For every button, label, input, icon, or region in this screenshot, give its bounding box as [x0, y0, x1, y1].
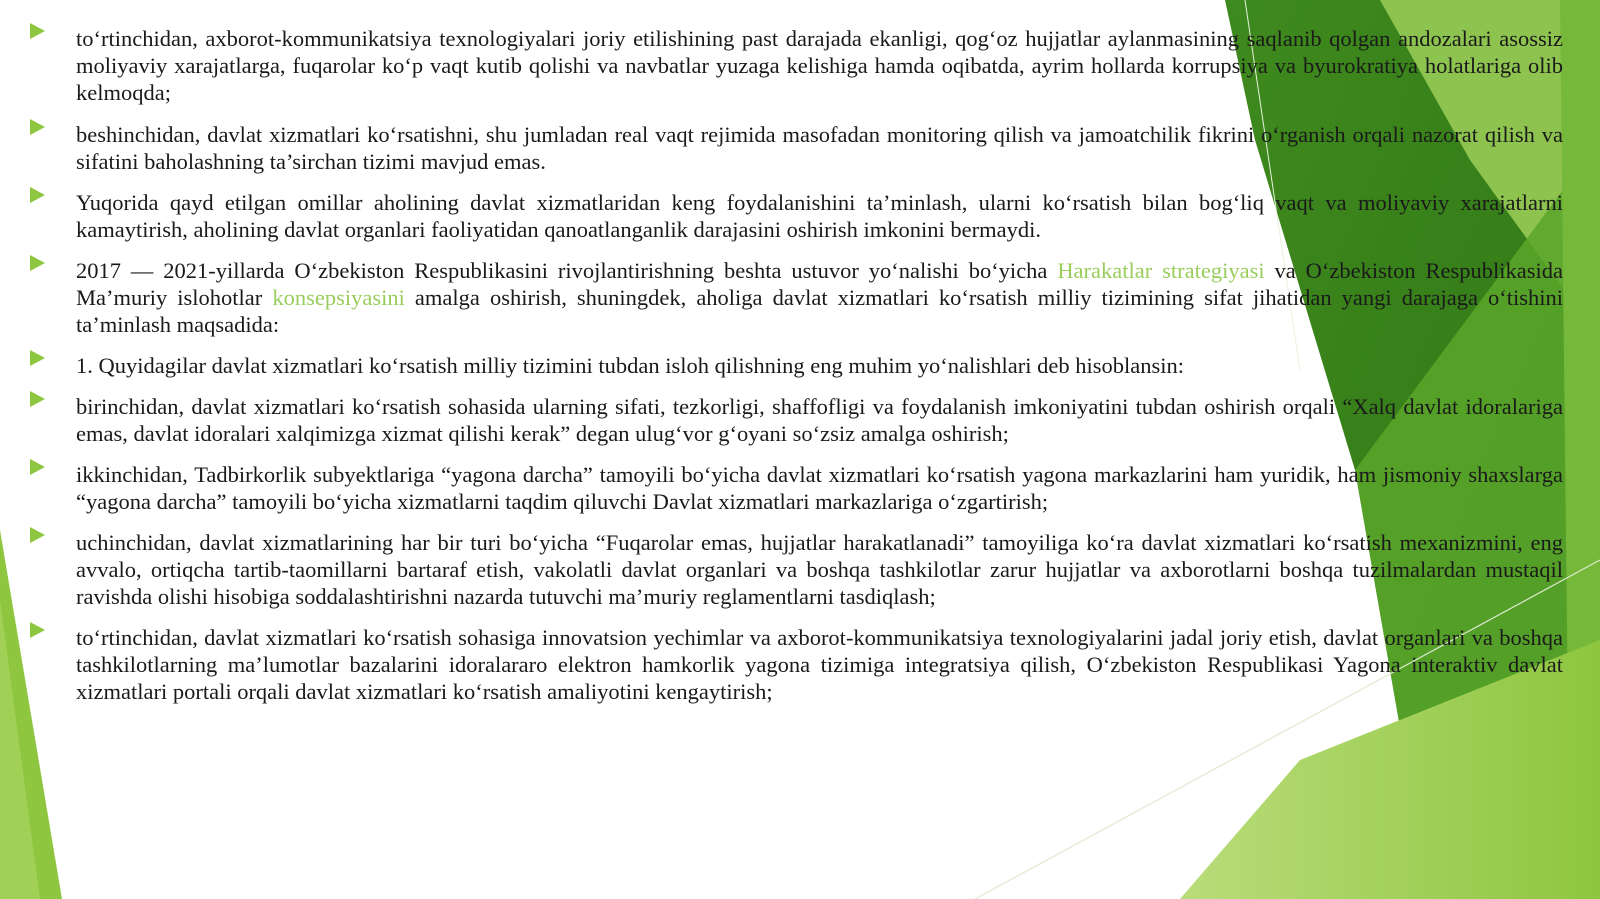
paragraph-4-text-a: 2017 — 2021-yillarda O‘zbekiston Respublikasini rivojlantirishning beshta ustuvor yo‘nalishi bo‘yicha [76, 258, 1058, 283]
bullet-triangle-icon [30, 255, 45, 271]
bullet-triangle-icon [30, 459, 45, 475]
paragraph-1: to‘rtinchidan, axborot-kommunikatsiya texnologiyalari joriy etilishining past darajada ekanligi, qog‘oz hujjatlar aylanmasining saqlanib qolgan andozalari asossiz moliyaviy xarajatlarga, fuqarolar ko‘p vaqt kutib qolishi va navbatlar yuzaga kelishiga hamda oqibatda, ayrim hollarda korrupsiya va byurokratiya holatlariga olib kelmoqda; [76, 26, 1563, 105]
paragraph-7: ikkinchidan, Tadbirkorlik subyektlariga “yagona darcha” tamoyili bo‘yicha davlat xizmatlari ko‘rsatish yagona markazlarini ham yuridik, ham jismoniy shaxslarga “yagona darcha” tamoyili bo‘yicha xizmatlarni taqdim qiluvchi Davlat xizmatlari markazlariga o‘zgartirish; [76, 462, 1563, 514]
paragraph-9: to‘rtinchidan, davlat xizmatlari ko‘rsatish sohasiga innovatsion yechimlar va axborot-kommunikatsiya texnologiyalarini jadal joriy etish, davlat organlari va boshqa tashkilotlarning ma’lumotlar bazalarini idoralararo elektron hamkorlik yagona tizimiga integratsiya qilish, O‘zbekiston Respublikasi Yagona interaktiv davlat xizmatlari portali orqali davlat xizmatlari ko‘rsatish amaliyotini kengaytirish; [76, 625, 1563, 704]
link-harakatlar-strategiyasi[interactable]: Harakatlar strategiyasi [1057, 258, 1265, 283]
paragraph-8: uchinchidan, davlat xizmatlarining har bir turi bo‘yicha “Fuqarolar emas, hujjatlar harakatlanadi” tamoyiliga ko‘ra davlat xizmatlari ko‘rsatish mexanizmini, eng avvalo, ortiqcha tartib-taomillarni bartaraf etish, vakolatli davlat organlari va boshqa tashkilotlar zarur hujjatlar va axborotlarni boshqa tuzilmalardan mustaqil ravishda olishi hisobiga soddalashtirishni nazarda tutuvchi ma’muriy reglamentlarni tasdiqlash; [76, 530, 1563, 609]
paragraph-4 [76, 257, 1563, 338]
paragraph-4-text-b: va O‘zbekiston Respublikasida Ma’muriy islohotlar [76, 258, 1564, 310]
paragraph-6: birinchidan, davlat xizmatlari ko‘rsatish sohasida ularning sifati, tezkorligi, shaffofligi va foydalanish imkoniyatini tubdan oshirish orqali “Xalq davlat idoralariga emas, davlat idoralari xalqimizga xizmat qilishi kerak” degan ulug‘vor g‘oyani so‘zsiz amalga oshirish; [76, 394, 1563, 446]
bullet-triangle-icon [30, 119, 45, 135]
bullet-triangle-icon [30, 350, 45, 366]
paragraph-4-text-c: amalga oshirish, shuningdek, aholiga davlat xizmatlari ko‘rsatish milliy tizimining sifat jihatidan yangi darajaga o‘tishini ta’minlash maqsadida: [76, 285, 1563, 337]
paragraph-2: beshinchidan, davlat xizmatlari ko‘rsatishni, shu jumladan real vaqt rejimida masofadan monitoring qilish va jamoatchilik fikrini o‘rganish orqali nazorat qilish va sifatini baholashning ta’sirchan tizimi mavjud emas. [76, 122, 1563, 174]
bullet-triangle-icon [30, 391, 45, 407]
bullet-triangle-icon [30, 527, 45, 543]
bullet-triangle-icon [30, 187, 45, 203]
bullet-triangle-icon [30, 622, 45, 638]
paragraph-5: 1. Quyidagilar davlat xizmatlari ko‘rsatish milliy tizimini tubdan isloh qilishning eng muhim yo‘nalishlari deb hisoblansin: [76, 353, 1184, 378]
paragraph-3: Yuqorida qayd etilgan omillar aholining davlat xizmatlaridan keng foydalanishini ta’minlash, ularni ko‘rsatish bilan bog‘liq vaqt va moliyaviy xarajatlarni kamaytirish, aholining davlat organlari faoliyatidan qanoatlanganlik darajasini oshirish imkonini bermaydi. [76, 190, 1563, 242]
link-konsepsiyasini[interactable]: konsepsiyasini [272, 285, 405, 310]
bullet-triangle-icon [30, 23, 45, 39]
